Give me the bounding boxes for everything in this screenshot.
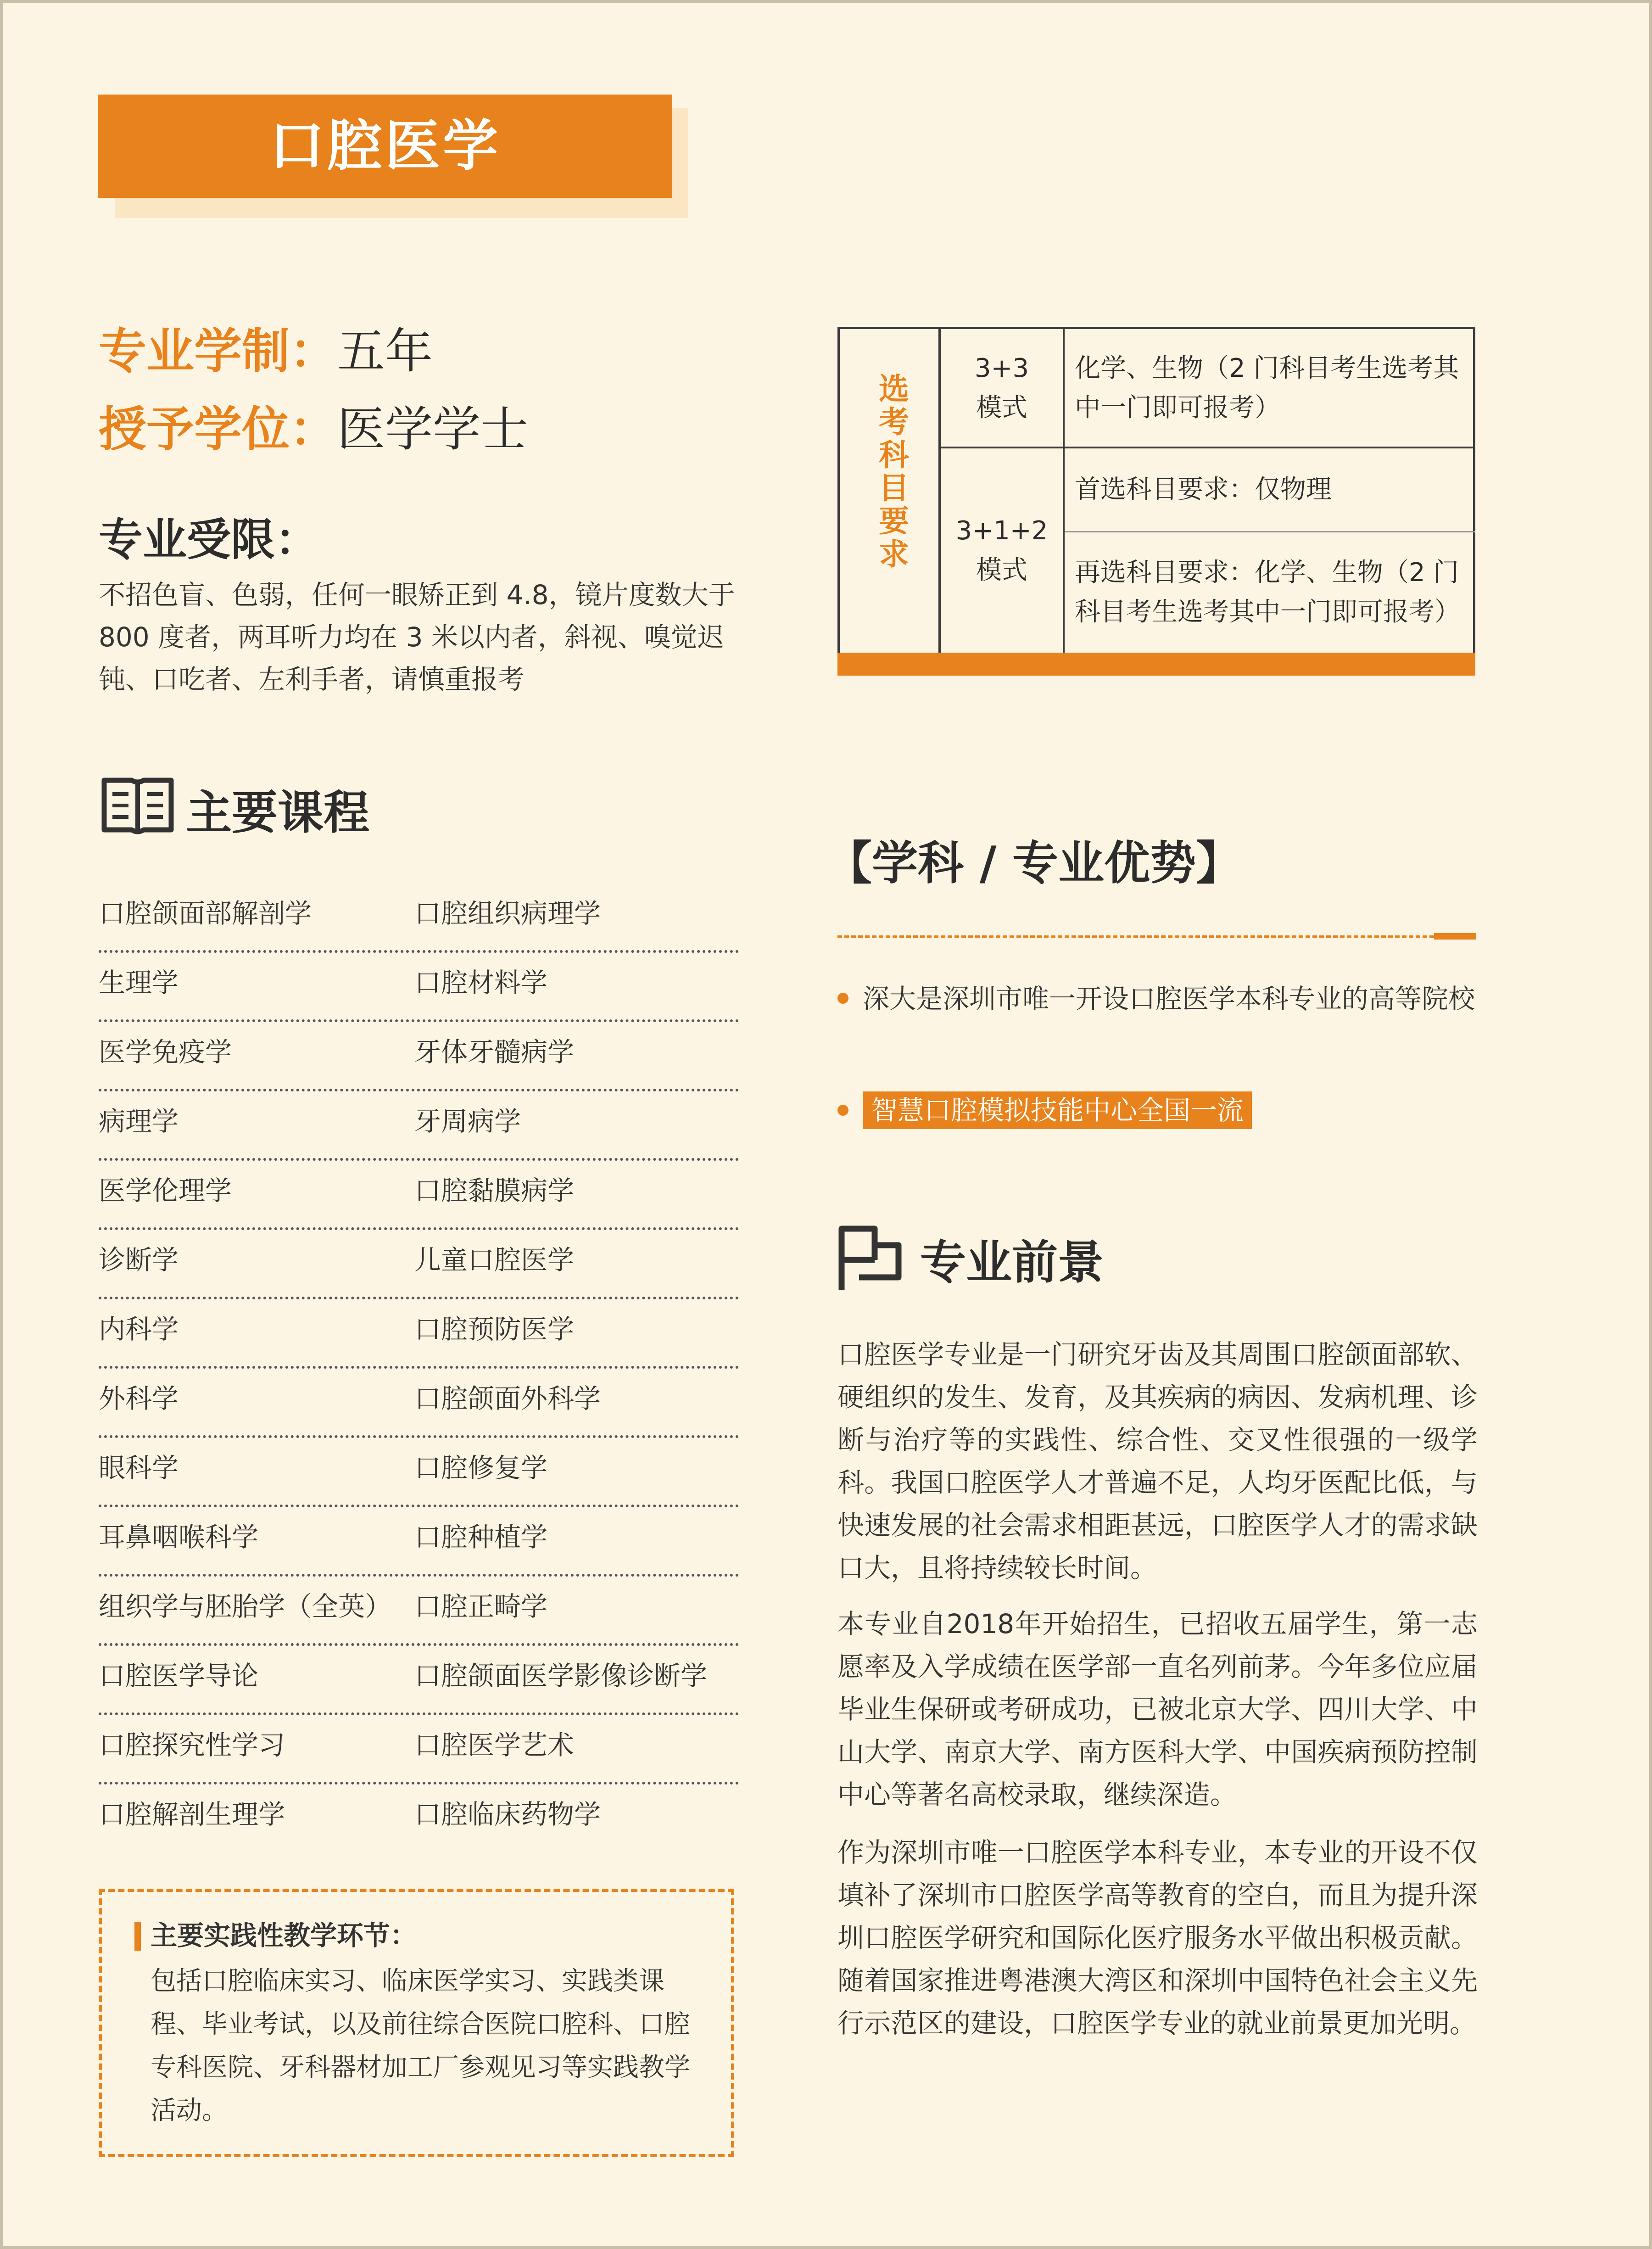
- course-name: 口腔修复学: [414, 1452, 548, 1483]
- bullet-icon: [837, 1105, 848, 1116]
- course-row: [99, 884, 739, 953]
- course-row: [99, 1646, 739, 1715]
- course-row: [99, 1438, 739, 1507]
- degree-label: 授予学位：: [99, 401, 338, 457]
- course-row: [99, 1299, 739, 1369]
- course-name: 口腔正畸学: [414, 1591, 548, 1622]
- prospect-paragraph: 口腔医学专业是一门研究牙齿及其周围口腔颌面部软、硬组织的发生、发育，及其疾病的病因、发病机理、诊断与治疗等的实践性、综合性、交叉性很强的一级学科。我国口腔医学人才普遍不足，人均牙医配比低，与快速发展的社会需求相距甚远，口腔医学人才的需求缺口大，且将持续较长时间。: [837, 1339, 1478, 1583]
- course-name: 口腔医学导论: [99, 1660, 259, 1691]
- mode-3-1-2: 3+1+2 模式: [941, 448, 1065, 653]
- requirement-3-3-text: 化学、生物（2 门科目考生选考其中一门即可报考）: [1075, 353, 1459, 423]
- subject-requirements-table: [837, 327, 1475, 653]
- course-name: 口腔探究性学习: [99, 1729, 285, 1761]
- practice-text: 包括口腔临床实习、临床医学实习、实践类课程、毕业考试，以及前往综合医院口腔科、口腔专科医院、牙科器材加工厂参观见习等实践教学活动。: [151, 1966, 690, 2126]
- limits-text: 不招色盲、色弱，任何一眼矫正到 4.8，镜片度数大于 800 度者，两耳听力均在 3 米以内者，斜视、嗅觉迟钝、口吃者、左利手者，请慎重报考: [99, 579, 735, 695]
- subject-table-bottom-bar: [837, 653, 1475, 676]
- course-name: 外科学: [99, 1383, 179, 1414]
- course-name: 口腔临床药物学: [414, 1799, 601, 1830]
- requirement-3-3: [1065, 329, 1473, 448]
- flag-icon: [835, 1223, 904, 1294]
- course-name: 牙周病学: [414, 1106, 521, 1137]
- requirement-first-choice: [1065, 448, 1473, 531]
- advantages-divider: [837, 935, 1434, 938]
- advantage-item: 深大是深圳市唯一开设口腔医学本科专业的高等院校: [863, 983, 1475, 1014]
- course-row: [99, 1161, 739, 1230]
- course-name: 口腔材料学: [414, 967, 548, 998]
- degree-value: 医学学士: [337, 401, 529, 457]
- course-name: 口腔颌面医学影像诊断学: [414, 1660, 708, 1691]
- course-row: [99, 1230, 739, 1299]
- course-row: [99, 953, 739, 1022]
- course-name: 医学免疫学: [99, 1036, 232, 1068]
- course-list: [99, 884, 739, 1854]
- course-name: 儿童口腔医学: [414, 1244, 575, 1276]
- prospect-paragraph: 作为深圳市唯一口腔医学本科专业，本专业的开设不仅填补了深圳市口腔医学高等教育的空白，而且为提升深圳口腔医学研究和国际化医疗服务水平做出积极贡献。随着国家推进粤港澳大湾区和深圳中国特色社会主义先行示范区的建设，口腔医学专业的就业前景更加光明。: [837, 1837, 1478, 2039]
- course-name: 病理学: [99, 1106, 179, 1137]
- book-icon: [99, 771, 177, 842]
- degree-line: [99, 397, 528, 461]
- limits-title: 专业受限：: [99, 514, 319, 565]
- course-name: 口腔预防医学: [414, 1314, 575, 1345]
- requirement-second-choice: [1065, 532, 1473, 653]
- advantages-title: 【学科 / 专业优势】: [826, 836, 1242, 890]
- page-title: 口腔医学: [98, 95, 672, 198]
- advantage-item-highlight: 智慧口腔模拟技能中心全国一流: [863, 1091, 1252, 1129]
- prospect-paragraph: 本专业自2018年开始招生，已招收五届学生，第一志愿率及入学成绩在医学部一直名列前茅。今年多位应届毕业生保研或考研成功，已被北京大学、四川大学、中山大学、南京大学、南方医科大学、中国疾病预防控制中心等著名高校录取，继续深造。: [837, 1608, 1478, 1810]
- course-name: 眼科学: [99, 1452, 179, 1483]
- prospect-title: 专业前景: [920, 1236, 1104, 1289]
- course-row: [99, 1577, 739, 1646]
- duration-line: [99, 319, 433, 383]
- course-name: 口腔医学艺术: [414, 1729, 575, 1761]
- course-name: 耳鼻咽喉科学: [99, 1522, 259, 1553]
- course-row: [99, 1022, 739, 1091]
- requirement-second-choice-text: 再选科目要求：化学、生物（2 门科目考生选考其中一门即可报考）: [1075, 558, 1460, 627]
- course-name: 诊断学: [99, 1244, 179, 1276]
- course-name: 口腔颌面外科学: [414, 1383, 601, 1414]
- duration-label: 专业学制：: [99, 323, 338, 379]
- subject-table-header-cell: [840, 329, 941, 653]
- course-name: 组织学与胚胎学（全英）: [99, 1591, 392, 1622]
- courses-title: 主要课程: [186, 786, 369, 839]
- course-name: 口腔种植学: [414, 1522, 548, 1553]
- course-row: [99, 1785, 739, 1854]
- advantages-divider-accent: [1434, 933, 1476, 940]
- course-row: [99, 1715, 739, 1785]
- practice-marker: [134, 1922, 141, 1951]
- practice-title: 主要实践性教学环节：: [151, 1920, 417, 1951]
- course-row: [99, 1369, 739, 1438]
- course-row: [99, 1091, 739, 1161]
- mode-3-3: 3+3 模式: [941, 329, 1065, 448]
- duration-value: 五年: [337, 323, 433, 379]
- course-name: 口腔解剖生理学: [99, 1799, 285, 1830]
- course-row: [99, 1507, 739, 1577]
- course-name: 医学伦理学: [99, 1175, 232, 1206]
- course-name: 生理学: [99, 967, 179, 998]
- course-name: 口腔黏膜病学: [414, 1175, 575, 1206]
- requirement-first-choice-text: 首选科目要求：仅物理: [1075, 475, 1332, 504]
- bullet-icon: [837, 993, 848, 1004]
- course-name: 内科学: [99, 1314, 179, 1345]
- course-name: 牙体牙髓病学: [414, 1036, 575, 1068]
- course-name: 口腔组织病理学: [414, 898, 601, 929]
- course-name: 口腔颌面部解剖学: [99, 898, 312, 929]
- subject-table-header: 选考科目要求: [879, 371, 909, 572]
